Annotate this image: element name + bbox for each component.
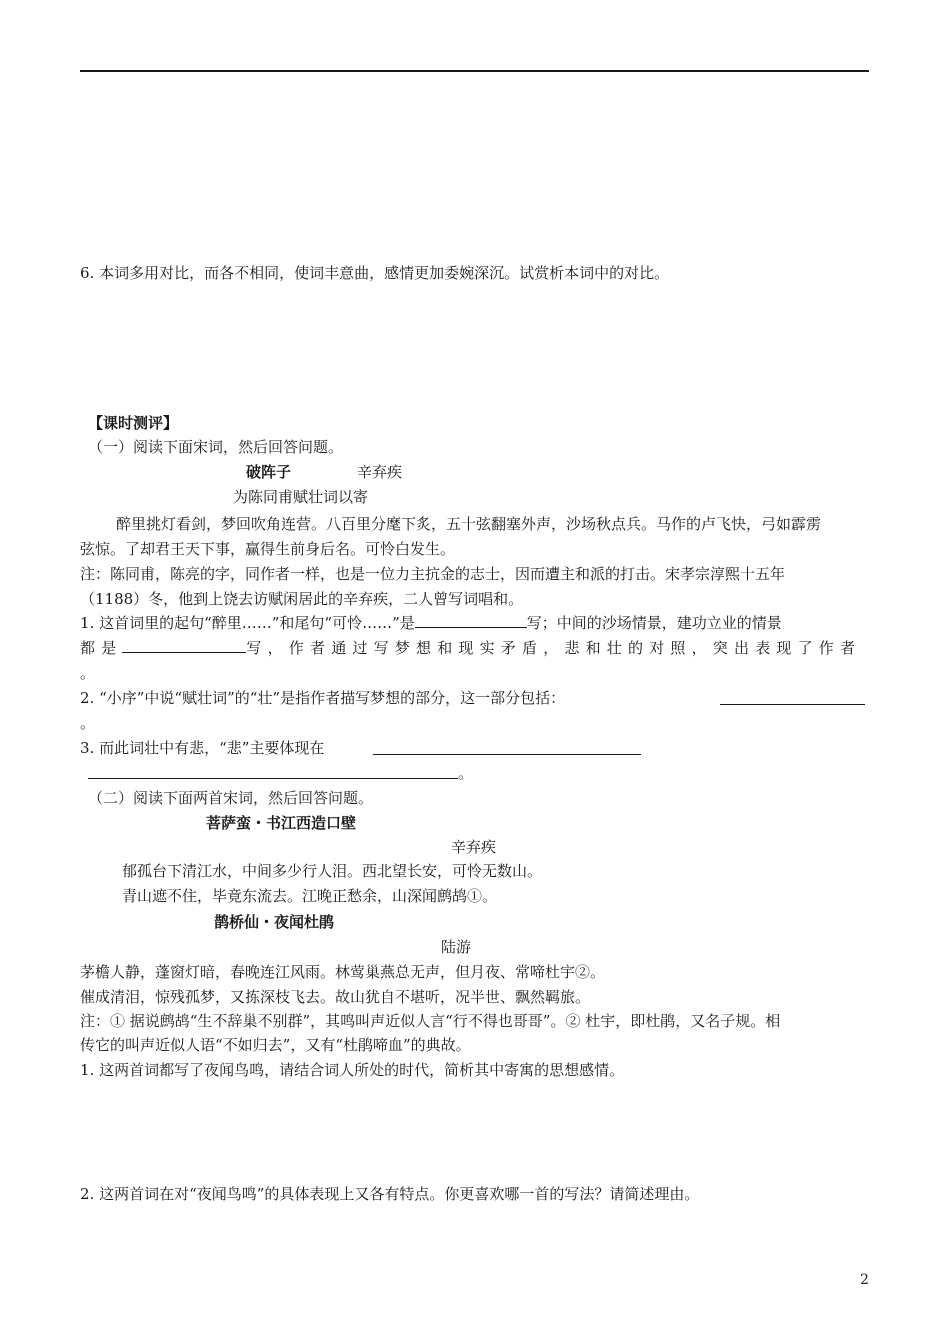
question-3: 3. 而此词壮中有悲，“悲”主要体现在	[80, 739, 325, 757]
note-line: 注：陈同甫，陈亮的字，同作者一样，也是一位力主抗金的志士，因而遭主和派的打击。宋孝宗淳熙十五年	[80, 565, 786, 583]
poem2-author: 陆游	[441, 938, 472, 956]
part2-question-1: 1. 这两首词都写了夜闻鸟鸣，请结合词人所处的时代，简析其中寄寓的思想感情。	[80, 1061, 625, 1079]
poem1-title: 菩萨蛮・书江西造口壁	[206, 814, 357, 832]
part2-intro: （二）阅读下面两首宋词，然后回答问题。	[88, 789, 374, 807]
question-3-end: 。	[458, 764, 474, 782]
poem1-line: 郁孤台下清江水，中间多少行人泪。西北望长安，可怜无数山。	[122, 862, 543, 880]
question-1-text-d: 写，作者通过写梦想和现实矛盾，悲和壮的对照，突出表现了作者	[246, 639, 862, 657]
poem-line: 弦惊。了却君王天下事，赢得生前身后名。可怜白发生。	[80, 540, 456, 558]
question-1	[80, 613, 782, 633]
poem2-title: 鹊桥仙・夜闻杜鹃	[214, 913, 335, 931]
note-line: （1188）冬，他到上饶去访赋闲居此的辛弃疾，二人曾写词唱和。	[80, 590, 524, 608]
answer-blank[interactable]	[415, 613, 527, 628]
question-1-text-b: 写；中间的沙场情景，建功立业的情景	[526, 614, 782, 632]
answer-blank[interactable]	[373, 740, 641, 755]
note-line: 传它的叫声近似人语“不如归去”，又有“杜鹃啼血”的典故。	[80, 1036, 471, 1054]
poem2-line: 催成清泪，惊残孤梦，又拣深枝飞去。故山犹自不堪听，况半世、飘然羁旅。	[80, 988, 591, 1006]
question-2-end: 。	[80, 714, 96, 732]
question-1-text-a: 1. 这首词里的起句“醉里……”和尾句“可怜……”是	[80, 614, 415, 632]
answer-blank[interactable]	[720, 690, 865, 705]
note-line: 注：① 据说鹧鸪“生不辞巢不别群”，其鸣叫声近似人言“行不得也哥哥”。② 杜宇，即杜鹃，又名子规。相	[80, 1012, 781, 1030]
part1-intro: （一）阅读下面宋词，然后回答问题。	[88, 438, 344, 456]
question-6: 6. 本词多用对比，而各不相同，使词丰意曲，感情更加委婉深沉。试赏析本词中的对比。	[80, 264, 670, 282]
question-1-end: 。	[80, 664, 96, 682]
poem1-line: 青山遮不住，毕竟东流去。江晚正愁余，山深闻鹧鸪①。	[122, 887, 498, 905]
poem1-author: 辛弃疾	[451, 838, 497, 856]
question-1-line2	[80, 638, 861, 658]
header-rule	[80, 70, 869, 72]
poem-preface: 为陈同甫赋壮词以寄	[233, 488, 369, 506]
question-2: 2. “小序”中说“赋壮词”的“壮”是指作者描写梦想的部分，这一部分包括：	[80, 689, 566, 707]
section-heading: 【课时测评】	[88, 414, 179, 432]
poem-line: 醉里挑灯看剑，梦回吹角连营。八百里分麾下炙，五十弦翻塞外声，沙场秋点兵。马作的卢飞快，弓如霹雳	[116, 515, 822, 533]
page-number: 2	[860, 1272, 869, 1288]
answer-blank[interactable]	[122, 638, 246, 653]
poem2-line: 茅檐人静，蓬窗灯暗，春晚连江风雨。林莺巢燕总无声，但月夜、常啼杜宇②。	[80, 963, 606, 981]
part2-question-2: 2. 这两首词在对“夜闻鸟鸣”的具体表现上又各有特点。你更喜欢哪一首的写法？请简述理由。	[80, 1185, 700, 1203]
poem-title: 破阵子	[246, 463, 292, 481]
poem-author: 辛弃疾	[357, 463, 403, 481]
answer-blank[interactable]	[88, 764, 458, 779]
question-1-text-c: 都是	[80, 639, 123, 657]
